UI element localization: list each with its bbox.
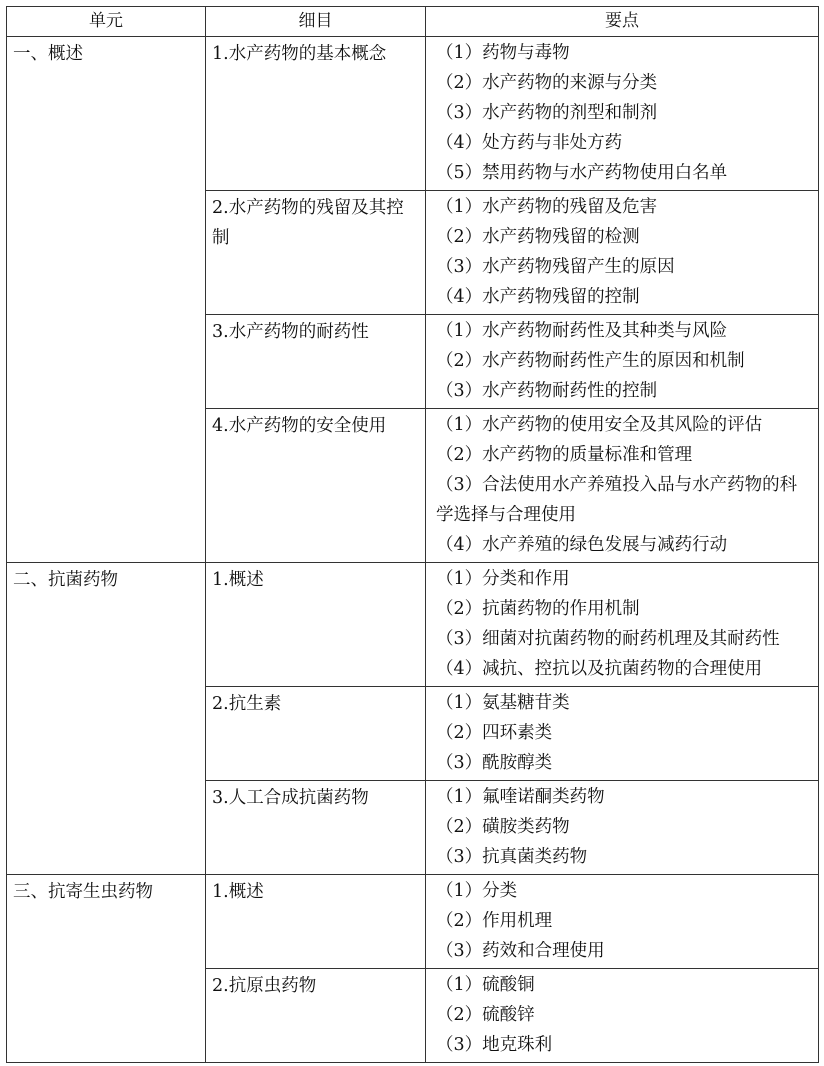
points-list [426, 875, 818, 968]
point-item: （3）药效和合理使用 [436, 941, 605, 961]
point-item: （2）水产药物的质量标准和管理 [436, 445, 693, 465]
point-item: （3）地克珠利 [436, 1035, 553, 1055]
header-unit: 单元 [7, 7, 206, 37]
unit-cell: 二、抗菌药物 [7, 563, 206, 875]
point-item: （4）减抗、控抗以及抗菌药物的合理使用 [436, 659, 763, 679]
points-list [426, 687, 818, 780]
item-cell: 4.水产药物的安全使用 [206, 409, 426, 563]
point-item: （4）水产养殖的绿色发展与减药行动 [436, 535, 728, 555]
item-cell: 2.抗原虫药物 [206, 969, 426, 1063]
point-item: （2）硫酸锌 [436, 1005, 535, 1025]
point-item: （3）酰胺醇类 [436, 753, 553, 773]
points-cell [426, 687, 819, 781]
points-list [426, 409, 818, 562]
point-item: （2）磺胺类药物 [436, 817, 570, 837]
point-item: （1）分类和作用 [436, 569, 570, 589]
points-cell [426, 875, 819, 969]
point-item: （3）水产药物残留产生的原因 [436, 257, 675, 277]
header-row [7, 7, 819, 37]
item-cell: 3.人工合成抗菌药物 [206, 781, 426, 875]
points-cell [426, 315, 819, 409]
point-item: （1）水产药物耐药性及其种类与风险 [436, 321, 728, 341]
point-item: （3）水产药物的剂型和制剂 [436, 103, 658, 123]
item-cell: 1.概述 [206, 563, 426, 687]
point-item: （4）水产药物残留的控制 [436, 287, 640, 307]
header-item: 细目 [206, 7, 426, 37]
point-item: （2）水产药物的来源与分类 [436, 73, 658, 93]
points-list [426, 191, 818, 314]
point-item: （2）作用机理 [436, 911, 553, 931]
item-cell: 1.概述 [206, 875, 426, 969]
item-cell: 1.水产药物的基本概念 [206, 37, 426, 191]
point-item: （3）合法使用水产养殖投入品与水产药物的科学选择与合理使用 [436, 475, 798, 525]
point-item: （1）硫酸铜 [436, 975, 535, 995]
points-list [426, 969, 818, 1062]
point-item: （4）处方药与非处方药 [436, 133, 623, 153]
table-body [7, 37, 819, 1063]
point-item: （2）水产药物残留的检测 [436, 227, 640, 247]
points-cell [426, 409, 819, 563]
point-item: （1）氨基糖苷类 [436, 693, 570, 713]
points-list [426, 781, 818, 874]
item-cell: 2.水产药物的残留及其控制 [206, 191, 426, 315]
point-item: （5）禁用药物与水产药物使用白名单 [436, 163, 728, 183]
point-item: （2）四环素类 [436, 723, 553, 743]
item-cell: 2.抗生素 [206, 687, 426, 781]
point-item: （1）水产药物的使用安全及其风险的评估 [436, 415, 763, 435]
point-item: （3）水产药物耐药性的控制 [436, 381, 658, 401]
point-item: （3）抗真菌类药物 [436, 847, 588, 867]
point-item: （2）水产药物耐药性产生的原因和机制 [436, 351, 745, 371]
points-cell [426, 191, 819, 315]
syllabus-table [6, 6, 819, 1063]
point-item: （1）药物与毒物 [436, 43, 570, 63]
points-cell [426, 781, 819, 875]
points-list [426, 563, 818, 686]
points-cell [426, 37, 819, 191]
point-item: （1）水产药物的残留及危害 [436, 197, 658, 217]
table-row [7, 563, 819, 687]
points-list [426, 37, 818, 190]
point-item: （1）氟喹诺酮类药物 [436, 787, 605, 807]
unit-cell: 一、概述 [7, 37, 206, 563]
unit-cell: 三、抗寄生虫药物 [7, 875, 206, 1063]
point-item: （2）抗菌药物的作用机制 [436, 599, 640, 619]
points-cell [426, 563, 819, 687]
header-point: 要点 [426, 7, 819, 37]
table-row [7, 875, 819, 969]
points-cell [426, 969, 819, 1063]
point-item: （1）分类 [436, 881, 518, 901]
point-item: （3）细菌对抗菌药物的耐药机理及其耐药性 [436, 629, 780, 649]
table-row [7, 37, 819, 191]
item-cell: 3.水产药物的耐药性 [206, 315, 426, 409]
points-list [426, 315, 818, 408]
